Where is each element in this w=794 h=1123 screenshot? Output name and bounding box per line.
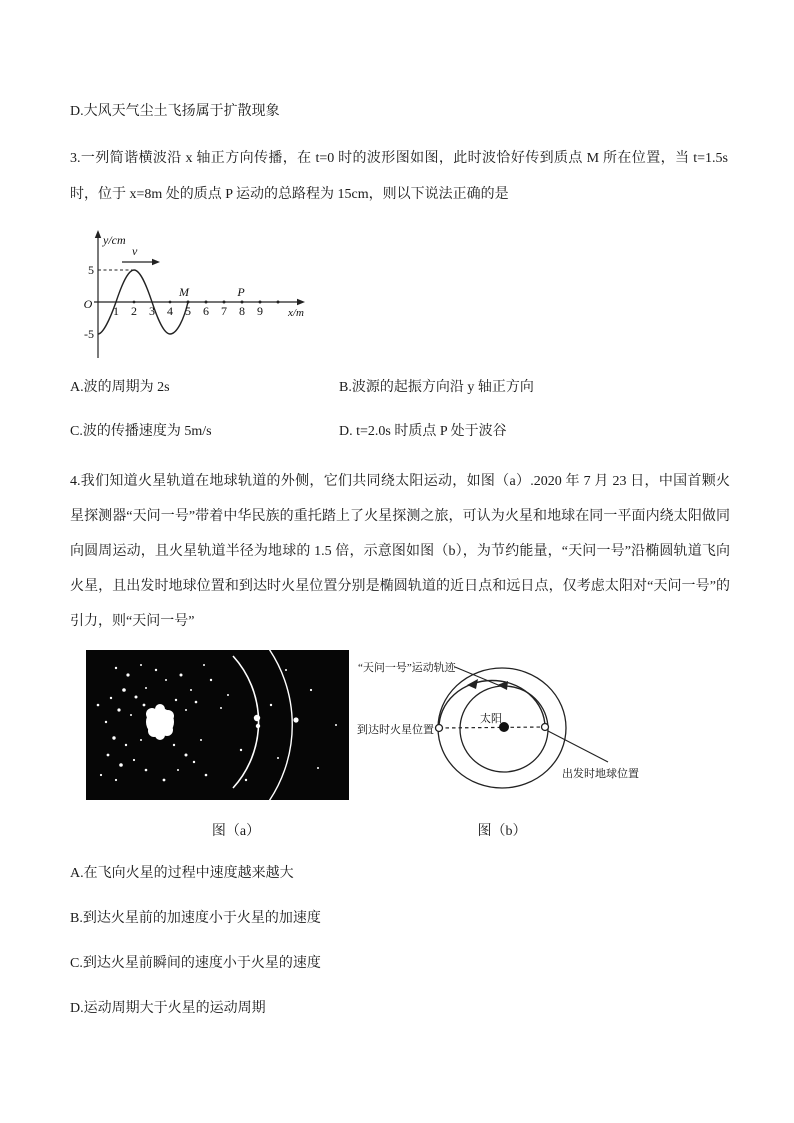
x-tick-9: 9 (257, 304, 263, 318)
q3-option-d: D. t=2.0s 时质点 P 处于波谷 (339, 424, 507, 439)
q4-option-a: A.在飞向火星的过程中速度越来越大 (70, 866, 294, 881)
q3-option-a: A.波的周期为 2s (70, 380, 170, 395)
earth-label-leader-line (548, 731, 608, 762)
planet-dot-outer (293, 717, 298, 722)
trajectory-arrow-icon (467, 679, 478, 689)
earth-departure-label: 出发时地球位置 (562, 768, 639, 780)
x-axis-label: x/m (288, 307, 304, 319)
x-tick-8: 8 (239, 304, 245, 318)
sun-label: 太阳 (480, 713, 502, 725)
figure-b-caption: 图（b） (477, 824, 527, 839)
x-tick-6: 6 (203, 304, 209, 318)
prev-question-option-d: D.大风天气尘土飞扬属于扩散现象 (70, 104, 280, 119)
y-axis-arrow-icon (95, 230, 101, 238)
q3-option-b: B.波源的起振方向沿 y 轴正方向 (339, 380, 534, 395)
q4-option-c: C.到达火星前瞬间的速度小于火星的速度 (70, 956, 321, 971)
x-tick-4: 4 (167, 304, 173, 318)
x-tick-5: 5 (185, 304, 191, 318)
q4-option-d: D.运动周期大于火星的运动周期 (70, 1001, 266, 1016)
origin-label: O (83, 297, 93, 311)
y-min-tick: -5 (84, 327, 94, 341)
trajectory-label-leader-line (455, 667, 503, 687)
mars-arrival-label: 到达时火星位置 (357, 724, 434, 736)
x-tick-7: 7 (221, 304, 227, 318)
x-axis-arrow-icon (297, 299, 305, 305)
q3-option-c: C.波的传播速度为 5m/s (70, 424, 212, 439)
mars-arrival-point (436, 725, 443, 732)
photo-background (86, 650, 349, 800)
q4-option-b: B.到达火星前的加速度小于火星的加速度 (70, 911, 321, 926)
apsides-dashed-line (439, 727, 545, 728)
y-max-tick: 5 (88, 263, 94, 277)
trajectory-label: “天问一号”运动轨迹 (358, 662, 456, 674)
velocity-label: v (132, 244, 138, 258)
question-3-stem: 3.一列简谐横波沿 x 轴正方向传播，在 t=0 时的波形图如图，此时波恰好传到质点 M 所在位置，当 t=1.5s 时，位于 x=8m 处的质点 P 运动的总路程为 15cm，则以下说法正确的是 (70, 151, 728, 202)
point-m-label: M (179, 285, 189, 299)
planet-dot-inner-2 (256, 724, 260, 728)
figure-a-space-photo (86, 650, 349, 800)
earth-departure-point (542, 724, 549, 731)
figure-a-caption: 图（a） (211, 824, 261, 839)
question-4-stem: 4.我们知道火星轨道在地球轨道的外侧，它们共同绕太阳运动，如图（a）.2020 年 7 月 23 日，中国首颗火星探测器“天问一号”带着中华民族的重托踏上了火星探测之旅，可认为火星和地球在同一平面内绕太阳做同向圆周运动，且火星轨道半径为地球的 1.5 倍，示意图如图（b），为节约能量，“天问一号”沿椭圆轨道飞向火星，且出发时地球位置和到达时火星位置分别是椭圆轨道的近日点和远日点，仅考虑太阳对“天问一号”的引力，则“天问一号” (70, 474, 730, 629)
figure-b-orbit-schematic (355, 645, 685, 810)
x-tick-1: 1 (113, 304, 119, 318)
velocity-arrow-icon (152, 259, 160, 265)
wave-diagram (75, 225, 325, 365)
x-tick-2: 2 (131, 304, 137, 318)
x-tick-3: 3 (149, 304, 155, 318)
y-axis-label: y/cm (103, 233, 126, 247)
point-p-label: P (237, 285, 245, 299)
planet-dot-inner (254, 715, 260, 721)
